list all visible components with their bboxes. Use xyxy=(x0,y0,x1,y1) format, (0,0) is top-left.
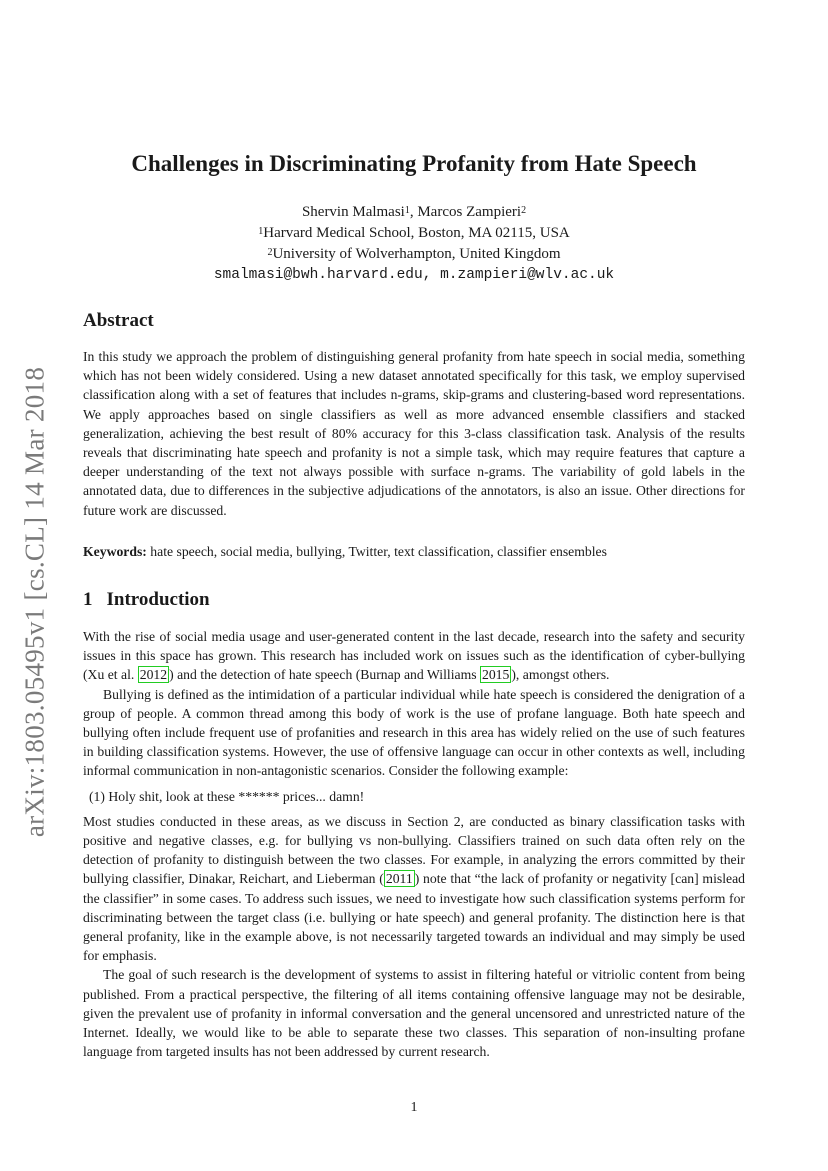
page-number: 1 xyxy=(410,1100,418,1115)
p1-text-b: ) and the detection of hate speech (Burnap and Williams xyxy=(169,667,480,683)
section-number: 1 xyxy=(83,589,93,610)
intro-paragraph-2: Bullying is defined as the intimidation of a particular individual while hate speech is considered the denigration of a group of people. A common thread among this body of work is the use of profane language. Both hate speech and bullying often include frequent use of profanities and research in this area has widely relied on the use of such features in building classification systems. However, the use of offensive language can occur in other contexts as well, including informal communication in non-antagonistic scenarios. Consider the following example: xyxy=(83,686,745,779)
aff1-sup: 1 xyxy=(258,226,264,237)
paper-title: Challenges in Discriminating Profanity from Hate Speech xyxy=(131,151,697,176)
intro-heading xyxy=(83,589,210,611)
keywords xyxy=(83,544,745,560)
abstract-heading: Abstract xyxy=(83,310,154,331)
aff2-sup: 2 xyxy=(267,247,273,258)
intro-body xyxy=(83,627,745,1061)
intro-paragraph-1 xyxy=(83,627,745,685)
citation-link[interactable]: 2011 xyxy=(385,871,413,887)
affiliation-2 xyxy=(0,244,828,265)
citation-link[interactable]: 2012 xyxy=(139,667,168,683)
p1-text-c: ), amongst others. xyxy=(511,667,610,683)
section-title: Introduction xyxy=(106,589,210,610)
arxiv-identifier: arXiv:1803.05495v1 [cs.CL] 14 Mar 2018 xyxy=(19,366,50,838)
aff2-text: University of Wolverhampton, United Kingdom xyxy=(272,246,561,262)
author-block xyxy=(0,202,828,286)
arxiv-sidebar xyxy=(18,352,52,852)
keywords-label: Keywords: xyxy=(83,544,147,559)
p1-text-a: With the rise of social media usage and user-generated content in the last decade, research into the safety and security issues in this space has grown. This research has included work on issues such as the identification of cyber-bullying (Xu et al. xyxy=(83,629,745,683)
intro-paragraph-3 xyxy=(83,812,745,966)
author-2-sup: 2 xyxy=(521,205,527,216)
citation-link[interactable]: 2015 xyxy=(481,667,510,683)
abstract-text: In this study we approach the problem of distinguishing general profanity from hate speech in social media, something which has not been widely considered. Using a new dataset annotated specifically for this task, we employ supervised classification along with a set of features that includes n-grams, skip-grams and clustering-based word representations. We apply approaches based on single classifiers as well as more advanced ensemble classifiers and stacked generalization, achieving the best result of 80% accuracy for this 3-class classification task. Analysis of the results reveals that discriminating hate speech and profanity is not a simple task, which may require features that capture a deeper understanding of the text not always possible with surface n-grams. The variability of gold labels in the annotated data, due to differences in the subjective adjudications of the annotators, is also an issue. Other directions for future work are discussed. xyxy=(83,349,745,518)
author-emails: smalmasi@bwh.harvard.edu, m.zampieri@wlv.ac.uk xyxy=(213,267,615,283)
author-2: , Marcos Zampieri xyxy=(409,204,522,220)
aff1-text: Harvard Medical School, Boston, MA 02115, USA xyxy=(263,225,570,241)
intro-paragraph-4: The goal of such research is the development of systems to assist in filtering hateful or vitriolic content from being published. From a practical perspective, the filtering of all items containing offensive language may not be desirable, given the prevalent use of profanity in informal conversation and the general uncensored and unrestricted nature of the Internet. Ideally, we would like to be able to separate these two classes. This separation of non-insulting profane language from targeted insults has not been addressed by current research. xyxy=(83,967,745,1060)
author-1: Shervin Malmasi xyxy=(301,204,405,220)
author-names xyxy=(0,202,828,223)
example-sentence: (1) Holy shit, look at these ****** prices... damn! xyxy=(89,788,365,804)
keywords-text: hate speech, social media, bullying, Twitter, text classification, classifier ensembles xyxy=(146,544,607,559)
p3-text-a: Most studies conducted in these areas, as we discuss in Section 2, are conducted as binary classification tasks with positive and negative classes, e.g. for bullying vs non-bullying. Classifiers trained on such data often rely on the detection of profanity to distinguish between the two classes. For example, in analyzing the errors committed by their bullying classifier, Dinakar, Reichart, and Lieberman ( xyxy=(83,813,745,887)
author-1-sup: 1 xyxy=(404,205,410,216)
p3-text-b: ) note that “the lack of profanity or negativity [can] mislead the classifier” in some cases. To address such issues, we need to investigate how such classification systems perform for discriminating between the target class (i.e. bullying or hate speech) and general profanity. The distinction here is that general profanity, like in the example above, is not necessarily targeted towards an individual and may simply be used for emphasis. xyxy=(83,871,746,964)
affiliation-1 xyxy=(0,223,828,244)
